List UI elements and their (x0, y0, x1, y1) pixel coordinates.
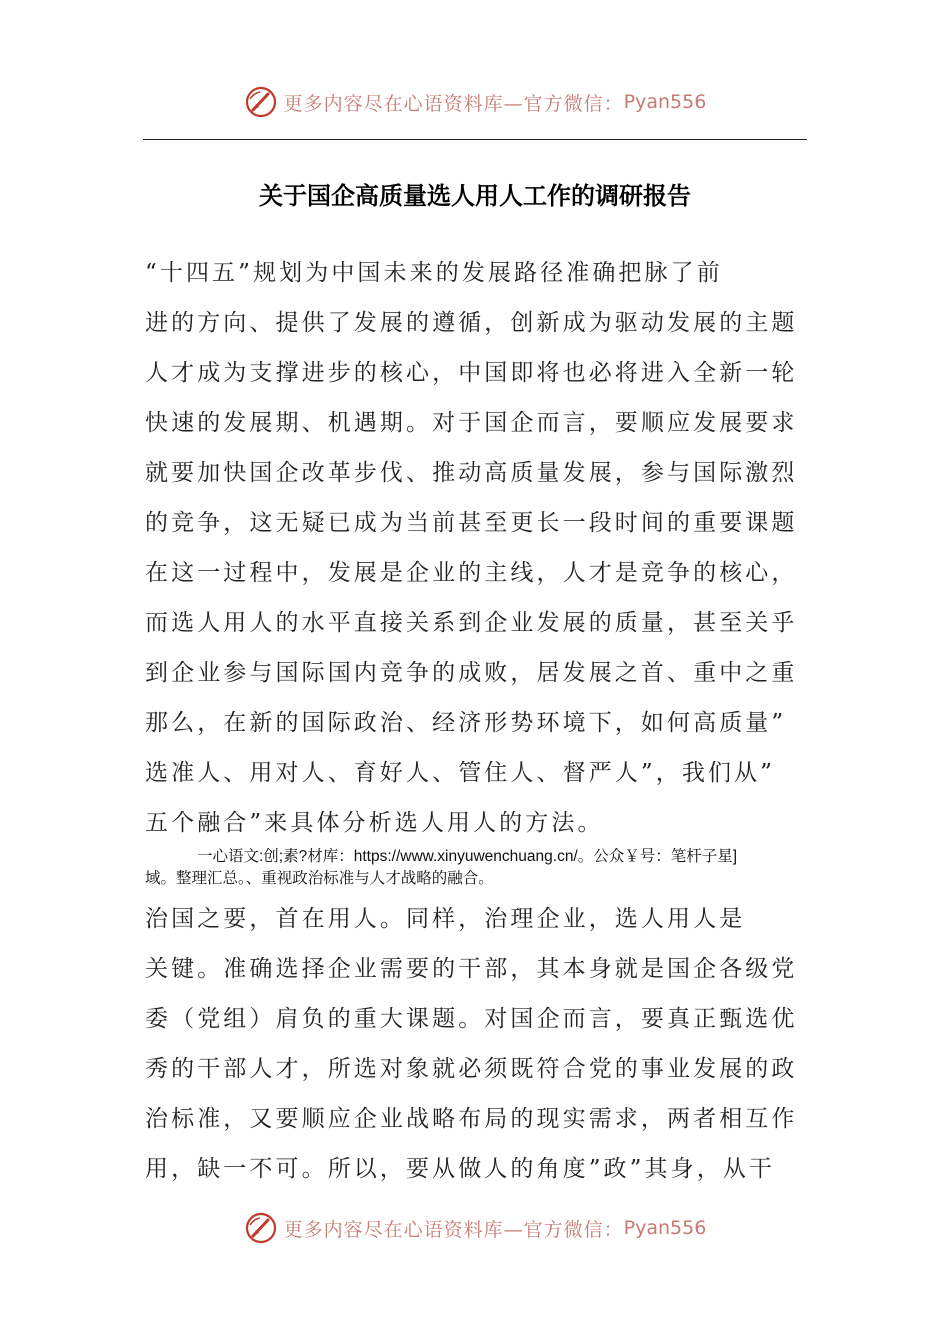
header-divider (143, 139, 807, 140)
text-line: 那么，在新的国际政治、经济形势环境下，如何高质量” (145, 710, 787, 736)
text-line: 而选人用人的水平直接关系到企业发展的质量，甚至关乎 (145, 610, 798, 636)
pen-logo-icon (244, 1211, 278, 1245)
banner-text: 更多内容尽在心语资料库—官方微信： (283, 92, 624, 115)
text-line: 秀的干部人才，所选对象就必须既符合党的事业发展的政 (145, 1056, 798, 1082)
text-line: 在这一过程中，发展是企业的主线，人才是竞争的核心， (145, 560, 798, 586)
text-line: 到企业参与国际国内竞争的成败，居发展之首、重中之重 (145, 660, 798, 686)
text-line: 委（党组）肩负的重大课题。对国企而言，要真正甄选优 (145, 1006, 798, 1032)
text-line: 的竞争，这无疑已成为当前甚至更长一段时间的重要课题 (145, 510, 798, 536)
text-line: 就要加快国企改革步伐、推动高质量发展，参与国际激烈 (145, 460, 798, 486)
text-line: 用，缺一不可。所以，要从做人的角度”政”其身，从干 (145, 1156, 776, 1182)
note-line-1: 一心语文:创;素?材库：https://www.xinyuwenchuang.cn/。公众￥号：笔杆子星] (197, 848, 738, 865)
text-line: 五个融合”来具体分析选人用人的方法。 (145, 810, 604, 836)
pen-logo-icon (244, 85, 278, 119)
text-line: 关键。准确选择企业需要的干部，其本身就是国企各级党 (145, 956, 798, 982)
paragraph-intro (145, 248, 807, 848)
banner-wechat-id: Pyan556 (623, 1217, 707, 1239)
text-line: 选准人、用对人、育好人、管住人、督严人”，我们从” (145, 760, 776, 786)
text-line: 进的方向、提供了发展的遵循，创新成为驱动发展的主题 (145, 310, 798, 336)
text-line: 人才成为支撑进步的核心，中国即将也必将进入全新一轮 (145, 360, 798, 386)
text-line: 治标准，又要顺应企业战略布局的现实需求，两者相互作 (145, 1106, 798, 1132)
header-banner (0, 82, 950, 122)
note-line-2: 域。整理汇总。、重视政治标准与人才战略的融合。 (145, 870, 494, 887)
paragraph-section-1 (145, 894, 807, 1194)
banner-text: 更多内容尽在心语资料库—官方微信： (283, 1218, 624, 1241)
source-note (145, 846, 807, 890)
footer-banner (0, 1208, 950, 1248)
text-line: “十四五”规划为中国未来的发展路径准确把脉了前 (145, 260, 723, 286)
text-line: 快速的发展期、机遇期。对于国企而言，要顺应发展要求 (145, 410, 798, 436)
banner-wechat-id: Pyan556 (623, 91, 707, 113)
text-line: 治国之要，首在用人。同样，治理企业，选人用人是 (145, 906, 746, 932)
document-title: 关于国企高质量选人用人工作的调研报告 (259, 181, 691, 210)
